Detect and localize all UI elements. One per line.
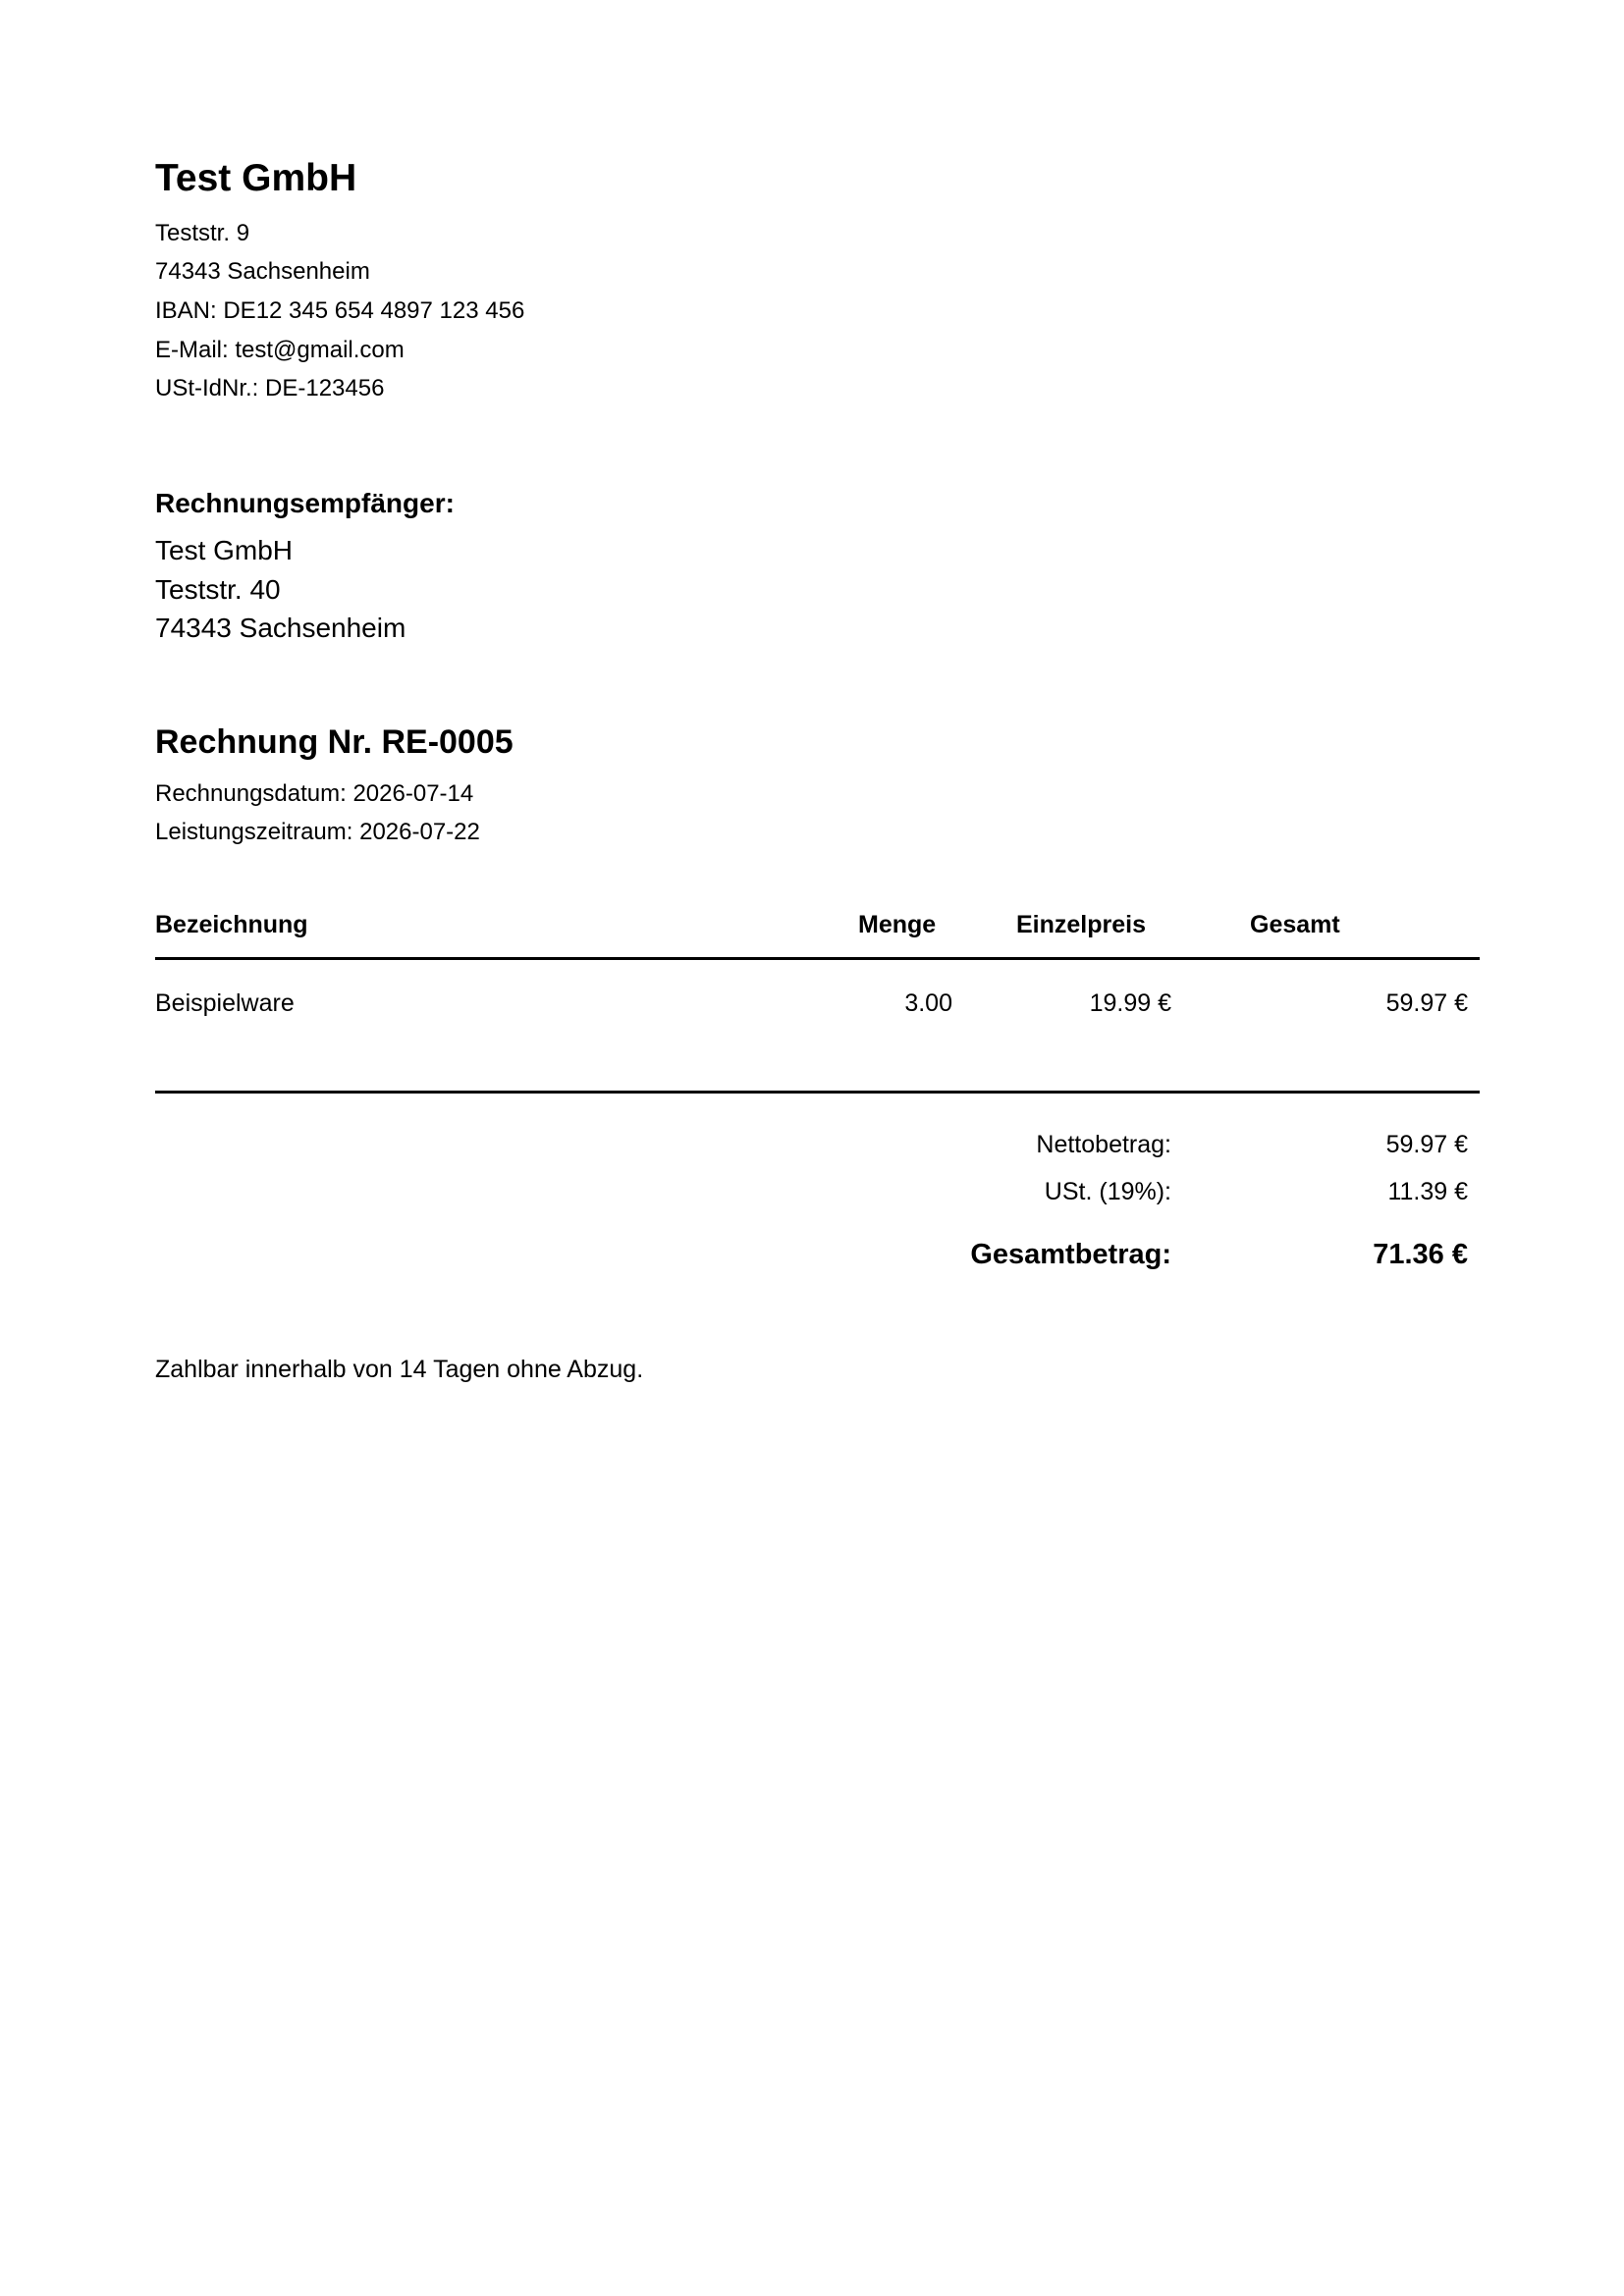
row-description: Beispielware bbox=[155, 989, 295, 1017]
table-bottom-rule bbox=[155, 1091, 1480, 1094]
net-amount-label: Nettobetrag: bbox=[1036, 1131, 1171, 1158]
recipient-city: 74343 Sachsenheim bbox=[155, 613, 406, 643]
column-header-description: Bezeichnung bbox=[155, 911, 308, 938]
recipient-street: Teststr. 40 bbox=[155, 574, 281, 605]
payment-terms-note: Zahlbar innerhalb von 14 Tagen ohne Abzug. bbox=[155, 1356, 644, 1383]
grand-total-label: Gesamtbetrag: bbox=[970, 1239, 1171, 1270]
vat-label: USt. (19%): bbox=[1044, 1178, 1171, 1205]
service-period: Leistungszeitraum: 2026-07-22 bbox=[155, 819, 480, 845]
sender-city: 74343 Sachsenheim bbox=[155, 258, 370, 285]
invoice-date: Rechnungsdatum: 2026-07-14 bbox=[155, 780, 474, 807]
sender-street: Teststr. 9 bbox=[155, 220, 250, 246]
grand-total-value: 71.36 € bbox=[1373, 1239, 1468, 1270]
column-header-quantity: Menge bbox=[858, 911, 937, 938]
column-header-unit-price: Einzelpreis bbox=[1016, 911, 1146, 938]
net-amount-value: 59.97 € bbox=[1385, 1131, 1468, 1158]
recipient-name: Test GmbH bbox=[155, 535, 294, 565]
column-header-total: Gesamt bbox=[1250, 911, 1340, 938]
invoice-title: Rechnung Nr. RE-0005 bbox=[155, 723, 514, 761]
table-header-rule bbox=[155, 957, 1480, 960]
vat-value: 11.39 € bbox=[1387, 1178, 1468, 1205]
sender-iban: IBAN: DE12 345 654 4897 123 456 bbox=[155, 297, 525, 324]
recipient-heading: Rechnungsempfänger: bbox=[155, 488, 455, 518]
sender-vat-id: USt-IdNr.: DE-123456 bbox=[155, 375, 385, 401]
row-quantity: 3.00 bbox=[904, 989, 952, 1017]
sender-company-name: Test GmbH bbox=[155, 157, 357, 199]
sender-email: E-Mail: test@gmail.com bbox=[155, 337, 405, 363]
row-total: 59.97 € bbox=[1385, 989, 1468, 1017]
row-unit-price: 19.99 € bbox=[1089, 989, 1171, 1017]
